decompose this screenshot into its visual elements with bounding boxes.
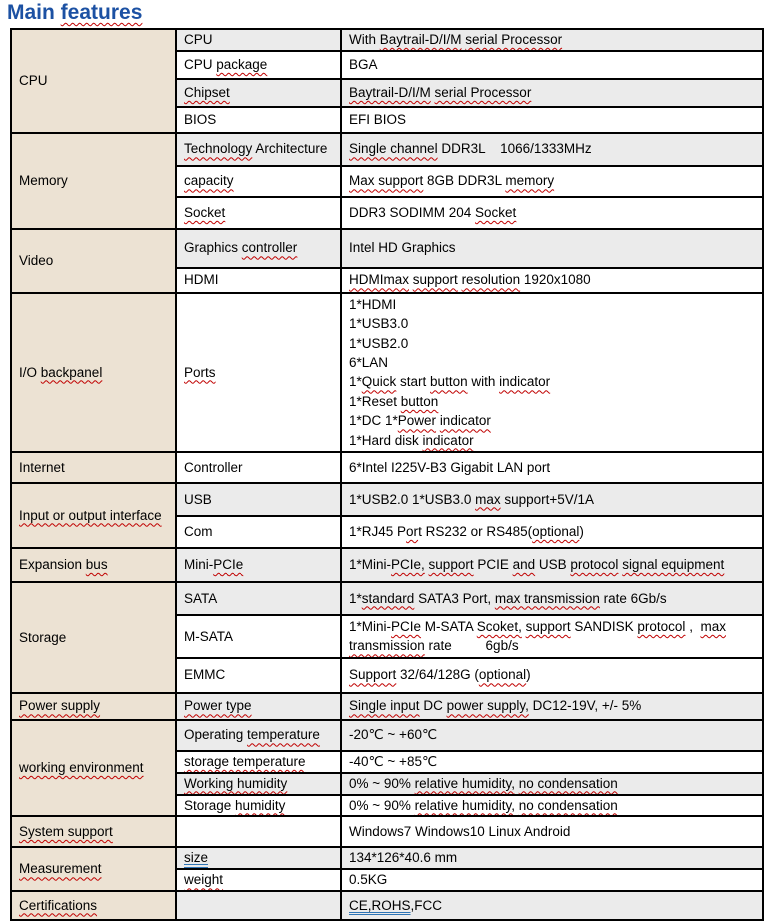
cell-line [349, 172, 755, 190]
cell-line [349, 295, 755, 314]
text-segment: ) [526, 667, 531, 683]
text-segment: BGA [349, 56, 378, 72]
text-segment: 0.5KG [349, 872, 388, 888]
spec-label-cell [176, 582, 341, 615]
cell-line [349, 726, 755, 744]
spellcheck-squiggle: Baytrail-D/I/M [349, 84, 431, 100]
spec-row [11, 229, 763, 268]
text-segment: SANDISK [570, 619, 638, 635]
text-segment: Mini- [184, 557, 214, 573]
spec-label-cell [176, 29, 341, 51]
category-cell [11, 133, 176, 229]
spellcheck-squiggle: signal equipment [622, 557, 725, 573]
spellcheck-squiggle: Quick [361, 374, 397, 390]
spellcheck-squiggle: Scoket, [476, 619, 522, 635]
text-segment: 1*Reset [349, 393, 401, 409]
spellcheck-squiggle: serial Processor [434, 84, 532, 100]
spec-row [11, 582, 763, 615]
text-segment: CPU [184, 56, 217, 72]
spellcheck-squiggle: max [700, 619, 726, 635]
spellcheck-squiggle: indicator [439, 413, 491, 429]
spec-value-cell [341, 816, 763, 847]
text-segment: BIOS [184, 111, 217, 127]
cell-line [349, 411, 755, 430]
category-cell [11, 582, 176, 693]
spec-value-cell [341, 795, 763, 817]
cell-line [184, 364, 333, 382]
text-segment: DC12-19V, +/- 5% [528, 698, 642, 714]
cell-line [184, 753, 333, 771]
page-title-text [7, 1, 142, 24]
spec-label-cell [176, 869, 341, 891]
category-cell [11, 548, 176, 582]
spec-label-cell [176, 773, 341, 795]
spellcheck-squiggle: storage temperature [184, 753, 306, 769]
text-segment: Architecture [252, 141, 328, 157]
text-segment: Memory [19, 172, 68, 188]
category-cell [11, 229, 176, 293]
cell-line [184, 590, 333, 608]
spec-row [11, 693, 763, 720]
text-segment: 1920x1080 [520, 272, 591, 288]
spellcheck-squiggle: Certifications [19, 897, 98, 913]
spellcheck-squiggle: or [406, 524, 419, 540]
category-cell [11, 847, 176, 891]
text-segment: -40℃ ~ +85℃ [349, 753, 438, 769]
spec-value-cell [341, 268, 763, 293]
cell-line [349, 775, 755, 793]
cell-line [349, 666, 755, 684]
spec-value-cell [341, 79, 763, 107]
text-segment: 32/64/128G ( [396, 667, 479, 683]
cell-line [184, 697, 333, 715]
cell-line [19, 507, 168, 525]
category-cell [11, 891, 176, 920]
spec-value-cell [341, 483, 763, 516]
spellcheck-squiggle: package [216, 56, 268, 72]
category-cell [11, 483, 176, 548]
text-segment: 1*RJ45 P [349, 524, 407, 540]
spec-value-cell [341, 293, 763, 452]
spellcheck-squiggle: Single channel [349, 141, 438, 157]
spellcheck-squiggle: button [400, 393, 439, 409]
cell-line [349, 871, 755, 889]
spec-value-cell [341, 751, 763, 773]
text-segment: SATA [184, 590, 218, 606]
spellcheck-squiggle: PCIe [391, 619, 422, 635]
spec-label-cell [176, 483, 341, 516]
text-segment: t RS232 or RS485( [418, 524, 533, 540]
text-segment: 1*USB3.0 [349, 316, 409, 332]
spec-label-cell [176, 293, 341, 452]
page-title [7, 1, 769, 25]
spellcheck-squiggle: max transmission [494, 590, 600, 606]
spellcheck-squiggle: transmission [349, 638, 425, 654]
spellcheck-squiggle: Socket [475, 204, 517, 220]
spec-label-cell [176, 516, 341, 548]
cell-line [349, 314, 755, 333]
spellcheck-squiggle: Socket [184, 204, 226, 220]
cell-line [184, 172, 333, 190]
spec-value-cell [341, 615, 763, 658]
spec-label-cell [176, 133, 341, 166]
cell-line [184, 239, 333, 257]
spec-value-cell [341, 452, 763, 483]
spellcheck-squiggle: standard [361, 590, 415, 606]
spellcheck-squiggle: PCIe [213, 557, 244, 573]
text-segment: 8GB DDR3L [423, 173, 506, 189]
cell-line [349, 271, 755, 289]
text-segment: Graphics [184, 240, 242, 256]
cell-line [349, 459, 755, 477]
text-segment: 1* [349, 590, 362, 606]
spellcheck-squiggle: capacity [184, 173, 234, 189]
cell-line [349, 897, 755, 915]
spellcheck-squiggle: Technology [184, 141, 253, 157]
spellcheck-squiggle: indicator [499, 374, 551, 390]
spellcheck-squiggle: no condensation [518, 797, 618, 813]
spec-row [11, 891, 763, 920]
text-segment: Controller [184, 459, 243, 475]
spellcheck-squiggle: Input or output interface [19, 507, 162, 523]
spec-value-cell [341, 51, 763, 79]
spellcheck-squiggle: Working humidity [184, 775, 288, 791]
spec-value-cell [341, 197, 763, 229]
text-segment: 1*Hard disk [349, 432, 423, 448]
spellcheck-squiggle: humidity [235, 797, 286, 813]
spec-value-cell [341, 29, 763, 51]
spellcheck-squiggle: no condensation [518, 775, 618, 791]
spec-value-cell [341, 516, 763, 548]
spec-value-cell [341, 548, 763, 582]
spec-label-cell [176, 107, 341, 133]
text-segment: USB [535, 557, 571, 573]
spellcheck-squiggle: serial Processor [465, 32, 563, 47]
text-segment: 1*DC 1* [349, 413, 398, 429]
text-segment: DDR3L 1066/1333MHz [437, 141, 592, 157]
spec-value-cell [341, 891, 763, 920]
cell-line [349, 797, 755, 815]
cell-line [19, 556, 168, 574]
cell-line [184, 797, 333, 815]
cell-line [184, 556, 333, 574]
cell-line [184, 140, 333, 158]
spec-value-cell [341, 107, 763, 133]
spec-row [11, 816, 763, 847]
spellcheck-squiggle: indicator [422, 432, 474, 448]
text-segment: Com [184, 524, 213, 540]
text-segment: ) [579, 524, 584, 540]
text-segment: 1* [349, 374, 362, 390]
cell-line [184, 111, 333, 129]
text-segment: Storage [184, 797, 236, 813]
text-segment: Internet [19, 459, 65, 475]
category-cell [11, 816, 176, 847]
text-segment: EFI BIOS [349, 111, 407, 127]
spec-table-body [11, 29, 763, 920]
cell-line [349, 590, 755, 608]
spec-row [11, 452, 763, 483]
text-segment: M-SATA [184, 628, 233, 644]
spec-row [11, 483, 763, 516]
cell-line [349, 617, 755, 636]
text-segment: 6*Intel I225V-B3 Gigabit LAN port [349, 459, 551, 475]
spec-row [11, 720, 763, 751]
cell-line [184, 871, 333, 889]
cell-line [19, 897, 168, 915]
spellcheck-squiggle: Power type [184, 698, 252, 714]
cell-line [349, 84, 755, 102]
cell-line [349, 56, 755, 74]
text-segment: HDMI [184, 272, 219, 288]
spec-value-cell [341, 229, 763, 268]
spellcheck-squiggle: support [428, 557, 474, 573]
spellcheck-squiggle: power supply, [446, 698, 529, 714]
spec-label-cell [176, 615, 341, 658]
spec-label-cell [176, 166, 341, 197]
spellcheck-squiggle: PCIe, [391, 557, 425, 573]
spec-value-cell [341, 693, 763, 720]
text-segment: 0% ~ 90% [349, 775, 415, 791]
spec-label-cell [176, 197, 341, 229]
spellcheck-squiggle: relative humidity, [414, 775, 515, 791]
cell-line [349, 491, 755, 509]
text-segment: USB [184, 491, 212, 507]
text-segment: Intel HD Graphics [349, 240, 456, 256]
cell-line [184, 459, 333, 477]
cell-line [19, 759, 168, 777]
text-segment: rate 6gb/s [424, 638, 519, 654]
text-segment: 1*Mini- [349, 619, 392, 635]
cell-line [349, 523, 755, 541]
spellcheck-squiggle: button [430, 374, 468, 390]
text-segment: 1*USB2.0 [349, 335, 409, 351]
category-cell [11, 720, 176, 816]
cell-line [184, 523, 333, 541]
spec-row [11, 548, 763, 582]
text-segment: With [349, 32, 380, 47]
spec-value-cell [341, 658, 763, 693]
cell-line [349, 753, 755, 771]
cell-line [349, 823, 755, 841]
spellcheck-squiggle: features [60, 1, 143, 24]
text-segment: DC [419, 698, 447, 714]
spec-label-cell [176, 693, 341, 720]
spec-row [11, 293, 763, 452]
cell-line [349, 239, 755, 257]
cell-line [19, 252, 168, 270]
cell-line [184, 204, 333, 222]
cell-line [19, 823, 168, 841]
cell-line [19, 459, 168, 477]
text-segment: with [467, 374, 500, 390]
text-segment: SATA3 Port, [414, 590, 495, 606]
spec-label-cell [176, 751, 341, 773]
text-segment: DDR3 SODIMM 204 [349, 204, 476, 220]
text-segment: CPU [19, 73, 48, 88]
category-cell [11, 293, 176, 452]
grammar-underline: size [184, 850, 209, 866]
text-segment: 134*126*40.6 mm [349, 850, 458, 866]
cell-line [349, 556, 755, 574]
cell-line [19, 860, 168, 878]
text-segment: 1*Mini- [349, 557, 392, 573]
spec-label-cell [176, 229, 341, 268]
spellcheck-squiggle: Power supply [19, 698, 101, 714]
text-segment: 6*LAN [349, 355, 389, 371]
spec-value-cell [341, 773, 763, 795]
spec-label-cell [176, 847, 341, 869]
spellcheck-squiggle: support [412, 272, 458, 288]
spellcheck-squiggle: Baytrail-D/I/M [379, 32, 462, 47]
spec-label-cell [176, 658, 341, 693]
spec-row [11, 847, 763, 869]
spec-row [11, 29, 763, 51]
spec-value-cell [341, 869, 763, 891]
spellcheck-squiggle: relative humidity, [414, 797, 515, 813]
text-segment: M-SATA [421, 619, 477, 635]
spec-label-cell [176, 720, 341, 751]
cell-line [349, 697, 755, 715]
text-segment: PCIE [473, 557, 513, 573]
cell-line [184, 491, 333, 509]
spellcheck-squiggle: optional [478, 667, 527, 683]
cell-line [349, 204, 755, 222]
spellcheck-squiggle: Power [397, 413, 437, 429]
spec-label-cell [176, 816, 341, 847]
cell-line [184, 628, 333, 646]
text-segment: start [396, 374, 431, 390]
text-segment: Windows7 Windows10 Linux Android [349, 823, 571, 839]
cell-line [349, 353, 755, 372]
cell-line [349, 111, 755, 129]
spec-value-cell [341, 166, 763, 197]
cell-line [349, 31, 755, 49]
spellcheck-squiggle: support [525, 619, 571, 635]
text-segment: Operating [184, 727, 248, 743]
spec-value-cell [341, 133, 763, 166]
text-segment: I/O [19, 364, 41, 380]
spellcheck-squiggle: protocol [570, 557, 619, 573]
cell-line [19, 629, 168, 647]
spellcheck-squiggle: Measurement [19, 861, 102, 877]
text-segment: , [685, 619, 701, 635]
spellcheck-squiggle: controller [241, 240, 298, 256]
text-segment: 1*USB2.0 1*USB3.0 [349, 491, 476, 507]
cell-line [349, 372, 755, 391]
spec-label-cell [176, 79, 341, 107]
spec-value-cell [341, 582, 763, 615]
cell-line [184, 56, 333, 74]
cell-line [349, 431, 755, 450]
text-segment: Video [19, 252, 54, 268]
text-segment: -20℃ ~ +60℃ [349, 727, 438, 743]
spec-row [11, 133, 763, 166]
spellcheck-squiggle: Chipset [184, 84, 230, 100]
category-cell [11, 452, 176, 483]
cell-line [19, 697, 168, 715]
cell-line [184, 666, 333, 684]
cell-line [184, 849, 333, 867]
cell-line [184, 271, 333, 289]
spellcheck-squiggle: backpanel [40, 364, 103, 380]
spec-label-cell [176, 268, 341, 293]
text-segment: Storage [19, 629, 67, 645]
spellcheck-squiggle: and [512, 557, 536, 573]
spellcheck-squiggle: Support [349, 667, 397, 683]
text-segment: 1*HDMI [349, 296, 397, 312]
spec-label-cell [176, 891, 341, 920]
spec-label-cell [176, 548, 341, 582]
cell-line [349, 392, 755, 411]
category-cell [11, 693, 176, 720]
cell-line [349, 636, 755, 655]
spellcheck-squiggle: temperature [247, 727, 320, 743]
cell-line [19, 364, 168, 382]
cell-line [184, 726, 333, 744]
cell-line [184, 84, 333, 102]
text-segment: rate 6Gb/s [599, 590, 667, 606]
spellcheck-squiggle: resolution [461, 272, 521, 288]
spellcheck-squiggle: System support [19, 823, 113, 839]
spellcheck-squiggle: max [475, 491, 501, 507]
cell-line [19, 72, 168, 90]
spellcheck-squiggle: Single input [349, 698, 420, 714]
cell-line [349, 334, 755, 353]
spellcheck-squiggle: Max support [349, 173, 424, 189]
text-segment: 0% ~ 90% [349, 797, 415, 813]
cell-line [19, 172, 168, 190]
cell-line [349, 140, 755, 158]
spellcheck-squiggle: optional [532, 524, 580, 540]
spellcheck-squiggle: Ports [184, 364, 216, 380]
spellcheck-squiggle: working environment [19, 760, 144, 776]
spellcheck-squiggle: HDMImax [349, 272, 409, 288]
grammar-underline: CE,ROHS [349, 897, 411, 913]
text-segment: Main [7, 1, 61, 24]
text-segment: EMMC [184, 667, 226, 683]
cell-line [349, 849, 755, 867]
spec-value-cell [341, 847, 763, 869]
text-segment: ,FCC [410, 897, 443, 913]
spellcheck-squiggle: weight [184, 872, 224, 888]
spec-table [10, 28, 764, 921]
cell-line [184, 775, 333, 793]
text-segment: support+5V/1A [500, 491, 595, 507]
category-cell [11, 29, 176, 133]
spec-label-cell [176, 452, 341, 483]
spec-label-cell [176, 795, 341, 817]
text-segment: Expansion [19, 557, 86, 573]
cell-line [184, 31, 333, 49]
spec-label-cell [176, 51, 341, 79]
spellcheck-squiggle: memory [505, 173, 555, 189]
spellcheck-squiggle: protocol [637, 619, 686, 635]
text-segment: CPU [184, 32, 213, 47]
spec-value-cell [341, 720, 763, 751]
spellcheck-squiggle: bus [85, 557, 108, 573]
